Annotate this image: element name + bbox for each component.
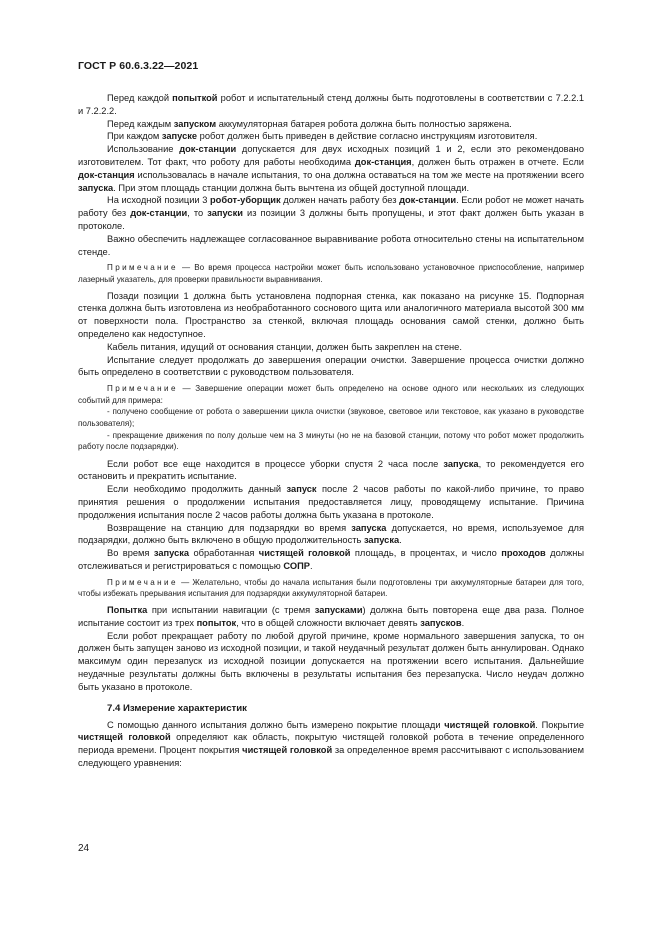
note-label: Примечание	[107, 384, 178, 394]
note-text: — Желательно, чтобы до начала испытания были подготовлены три аккумуляторные батареи для того, чтобы избежать прерывания испытания для подзарядки аккумуляторной батареи.	[78, 577, 584, 599]
paragraph: Попытка при испытании навигации (с тремя запусками) должна быть повторена еще два раза. Полное испытание состоит из трех попыток, что в общей сложности включает девять запусков.	[78, 605, 584, 628]
paragraph: Возвращение на станцию для подзарядки во время запуска допускается, но время, используемое для подзарядки, должно быть включено в общую продолжительность запуска.	[78, 522, 585, 546]
paragraph: Если робот прекращает работу по любой другой причине, кроме нормального завершения запуска, то он должен быть запущен заново из исходной позиции, и такой неудачный результат должен быть аннулирован. Однако максимум один перезапуск из исходной позиции допускается на протяжении всего испытания. Дальнейшие неудачные результаты должны быть включены в результаты испытания без перезапуска. Число неудач должно быть указано в протоколе.	[78, 630, 584, 692]
paragraph: Кабель питания, идущий от основания станции, должен быть закреплен на стене.	[107, 341, 462, 352]
paragraph: Во время запуска обработанная чистящей головкой площадь, в процентах, и число проходов должны отслеживаться и регистрироваться с помощью СОПР.	[78, 548, 585, 572]
section-heading: 7.4 Измерение характеристик	[107, 702, 247, 714]
note	[78, 383, 584, 406]
note	[78, 577, 584, 600]
paragraph: Важно обеспечить надлежащее согласованное выравнивание робота относительно стены на испытательном стенде.	[78, 233, 584, 257]
note	[78, 262, 584, 285]
note-list-item: - прекращение движения по полу дольше чем на 3 минуты (но не на базовой станции, потому что робот может продолжить работу после подзарядки).	[78, 430, 584, 452]
paragraph: Испытание следует продолжать до завершения операции очистки. Завершение процесса очистки должно быть определено в соответствии с руководством пользователя.	[78, 354, 584, 378]
paragraph: Если необходимо продолжить данный запуск после 2 часов работы по какой-либо причине, то право принятия решения о продолжении испытания предоставляется лицу, проводящему испытание. Причина продолжения испытания после 2 часов работы должна быть указана в протоколе.	[78, 484, 584, 520]
paragraph: Перед каждой попыткой робот и испытательный стенд должны быть подготовлены в соответствии с 7.2.2.1 и 7.2.2.2.	[78, 93, 584, 116]
document-header: ГОСТ Р 60.6.3.22—2021	[78, 60, 199, 72]
paragraph: Перед каждым запуском аккумуляторная батарея робота должна быть полностью заряжена.	[107, 118, 512, 129]
note-text: — Завершение операции может быть определено на основе одного или нескольких из следующих событий для примера:	[78, 384, 584, 405]
page-number: 24	[78, 843, 90, 854]
paragraph: Позади позиции 1 должна быть установлена подпорная стенка, как показано на рисунке 15. Подпорная стенка должна быть изготовлена из необработанного соснового щита или аналогичного материала высотой 300 мм от поверхности пола. Пространство за стенкой, включая площадь основания самой стенки, должно быть определено как недоступное.	[78, 290, 584, 339]
paragraph: При каждом запуске робот должен быть приведен в действие согласно инструкциям изготовителя.	[107, 131, 538, 142]
paragraph: На исходной позиции 3 робот-уборщик должен начать работу без док-станции. Если робот не может начать работу без док-станции, то запуски из позиции 3 должны быть пропущены, и этот факт должен быть указан в протоколе.	[78, 195, 584, 231]
note-label: Примечание	[107, 577, 178, 587]
note-list-item: - получено сообщение от робота о завершении цикла очистки (звуковое, световое или текстовое, как указано в руководстве пользователя);	[78, 407, 584, 428]
note-text: — Во время процесса настройки может быть использовано установочное приспособление, например лазерный указатель, для проверки правильности выравнивания.	[78, 263, 584, 284]
document-body	[78, 92, 584, 770]
note-label: Примечание	[107, 263, 178, 273]
paragraph: Использование док-станции допускается для двух исходных позиций 1 и 2, если это рекомендовано изготовителем. Тот факт, что роботу для работы необходима док-станция, должен быть отражен в отчете. Если док-станция использовалась в начале испытания, то она должна оставаться на том же месте на протяжении всего запуска. При этом площадь станции должна быть вычтена из общей доступной площади.	[78, 144, 584, 193]
paragraph: С помощью данного испытания должно быть измерено покрытие площади чистящей головкой. Покрытие чистящей головкой определяют как область, покрытую чистящей головкой робота в течение определенного периода времени. Процент покрытия чистящей головкой за определенное время рассчитывают с использованием следующего уравнения:	[78, 719, 585, 769]
paragraph: Если робот все еще находится в процессе уборки спустя 2 часа после запуска, то рекомендуется его остановить и прекратить испытание.	[78, 458, 584, 482]
note-with-list	[78, 383, 584, 453]
